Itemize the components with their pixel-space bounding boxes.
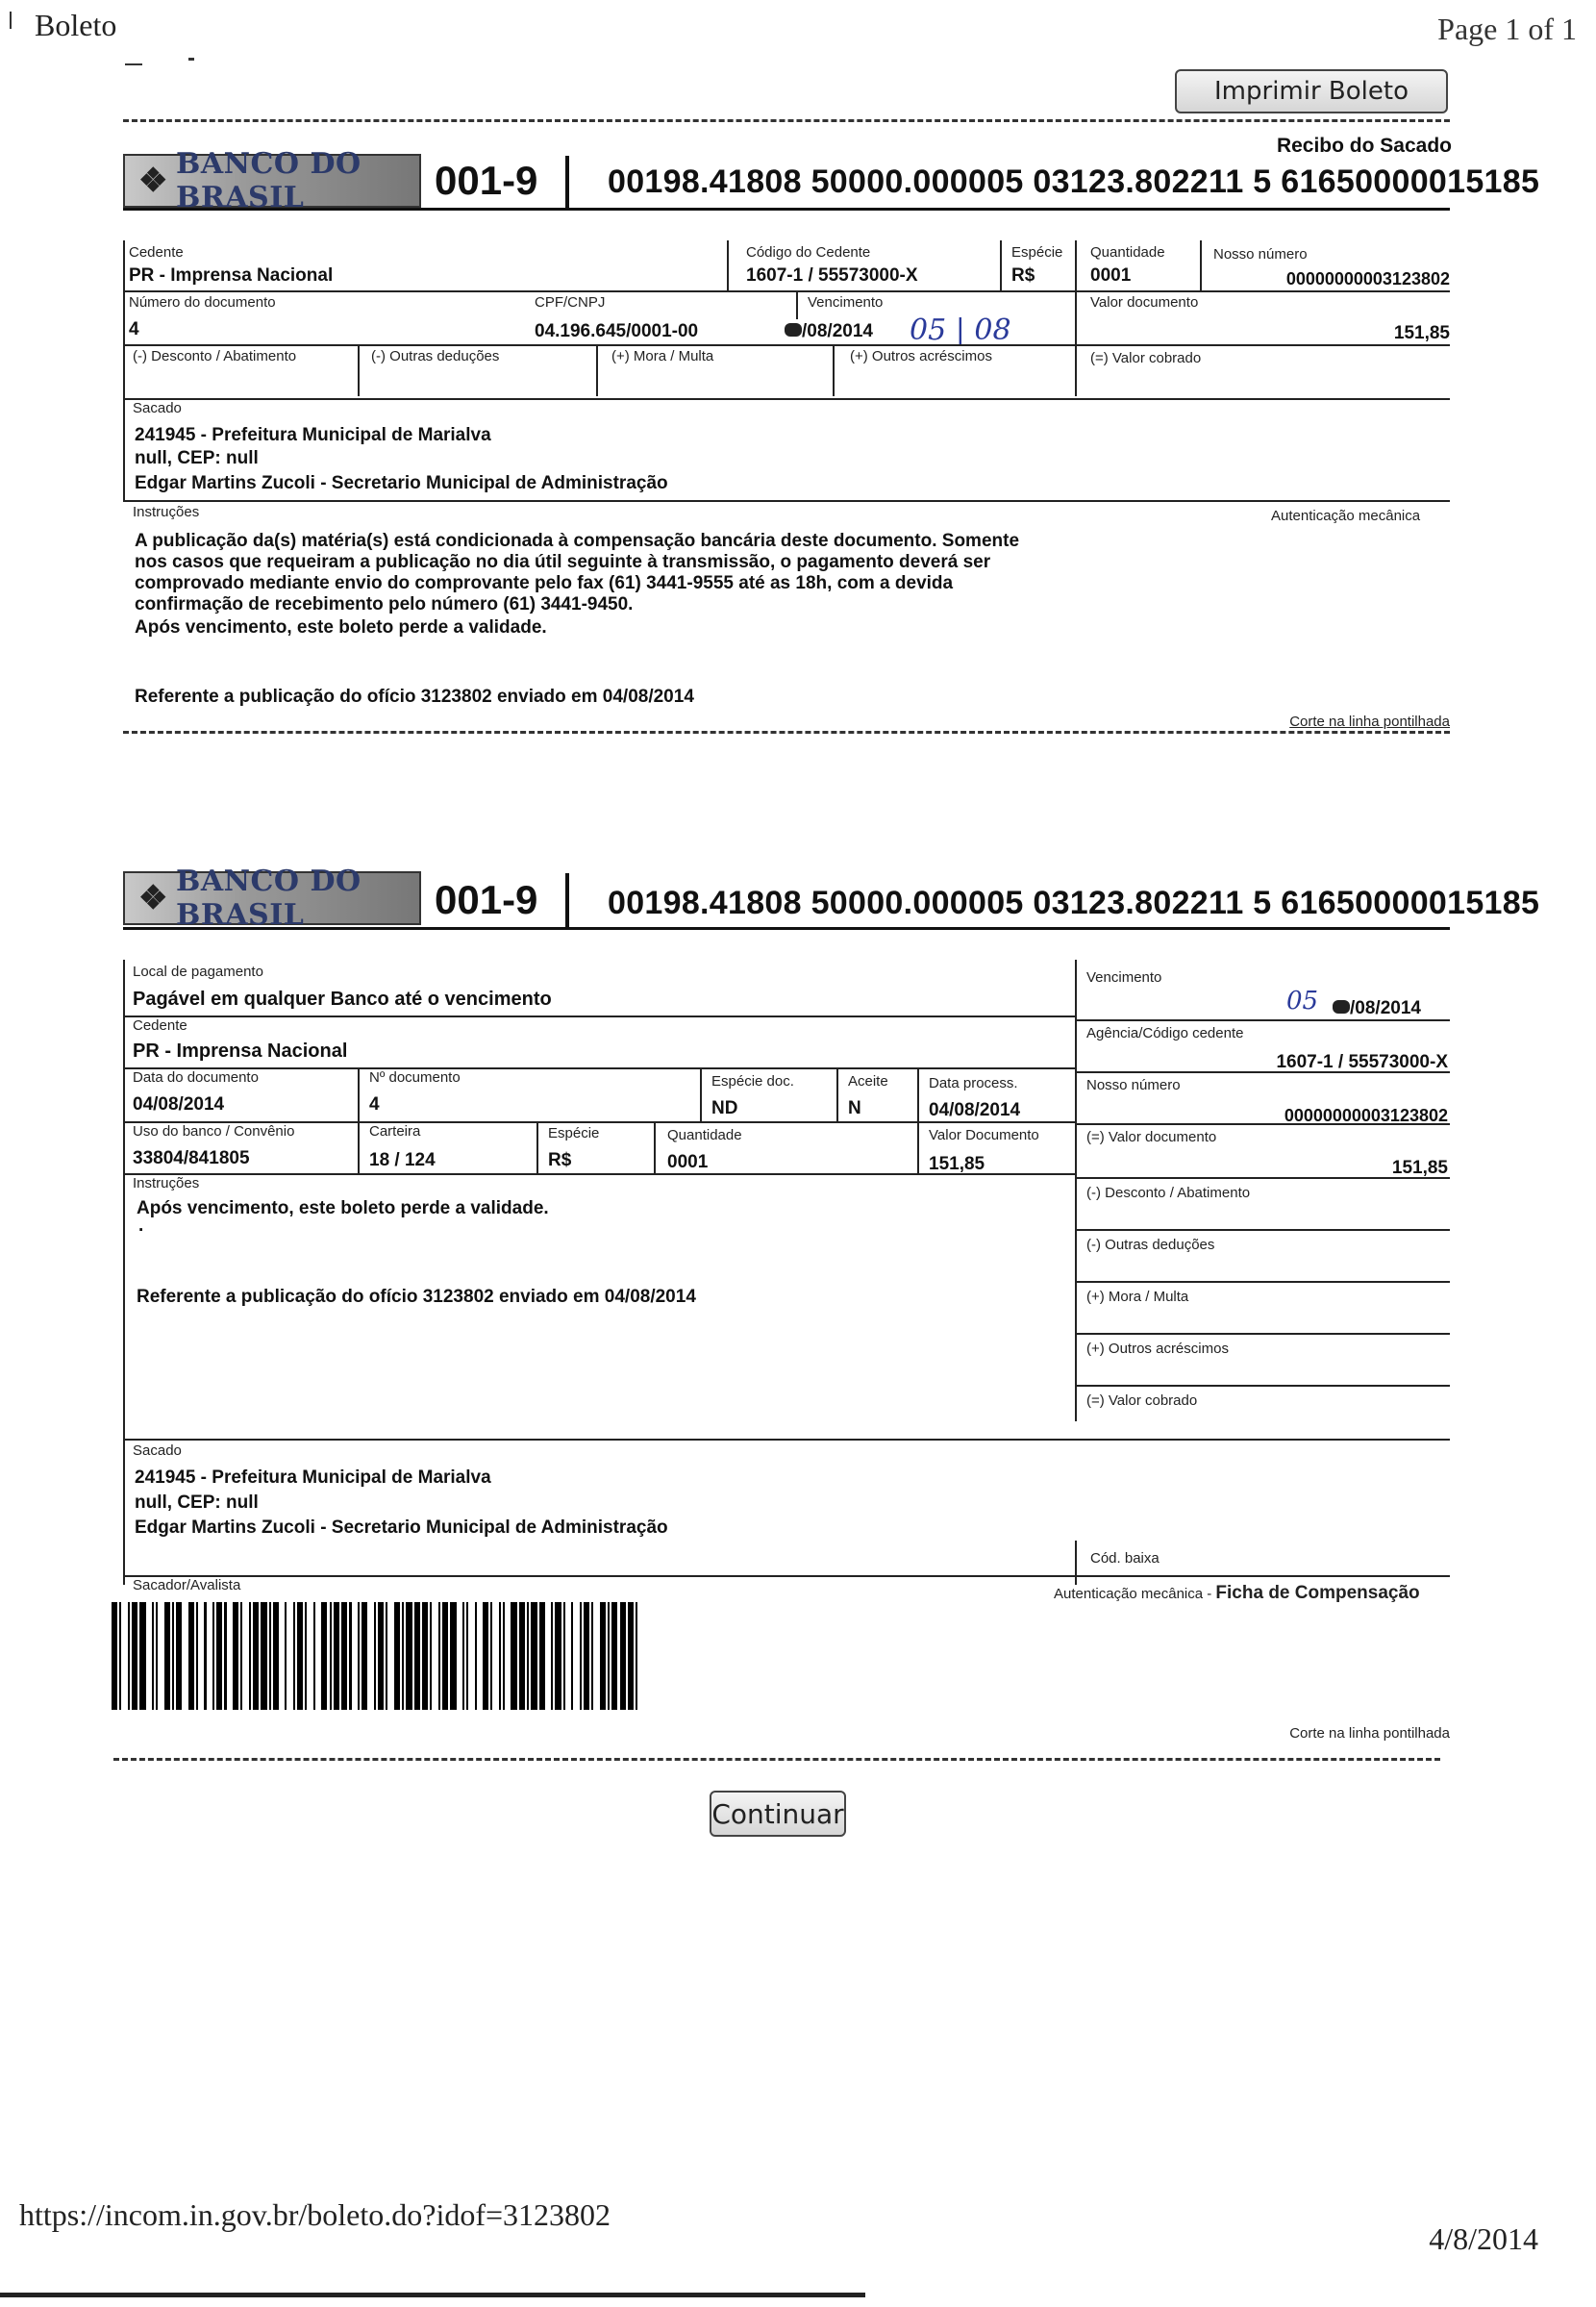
slip-right-column-border <box>1075 960 1077 1421</box>
autenticacao-slip-label <box>1054 1583 1420 1604</box>
grid-line <box>700 1067 702 1123</box>
outros-acrescimos-label: (+) Outros acréscimos <box>850 348 992 364</box>
digitable-line: 00198.41808 50000.000005 03123.802211 5 61650000015185 <box>608 163 1540 200</box>
uso-banco-label: Uso do banco / Convênio <box>133 1123 295 1140</box>
continue-button[interactable]: Continuar <box>710 1791 846 1837</box>
slip-row-line <box>1075 1019 1450 1021</box>
sacado-label: Sacado <box>133 400 182 416</box>
quantidade-label: Quantidade <box>1090 244 1165 261</box>
especie-doc-value: ND <box>711 1098 738 1118</box>
mora-label: (+) Mora / Multa <box>611 348 714 364</box>
slip-row-line <box>1075 1333 1450 1335</box>
sacado-slip-label: Sacado <box>133 1442 182 1459</box>
print-boleto-button[interactable]: Imprimir Boleto <box>1175 69 1448 113</box>
numero-documento-label: Número do documento <box>129 294 276 311</box>
receipt-title: Recibo do Sacado <box>1276 135 1452 157</box>
barcode-bar <box>637 1602 643 1710</box>
autenticacao-slip-text: Autenticação mecânica - <box>1054 1586 1216 1602</box>
instrucoes-line-1: A publicação da(s) matéria(s) está condicionada à compensação bancária deste documento. Somente <box>135 531 1020 551</box>
receipt-header-rule <box>123 208 1450 211</box>
ficha-compensacao-text: Ficha de Compensação <box>1215 1583 1420 1603</box>
bank-code: 001-9 <box>435 158 538 203</box>
instrucoes-line-2: nos casos que requeiram a publicação no dia útil seguinte à transmissão, o pagamento deverá ser <box>135 552 991 572</box>
instrucoes-label: Instruções <box>133 504 200 520</box>
corte-label: Corte na linha pontilhada <box>1285 714 1450 730</box>
numero-documento-value: 4 <box>129 319 139 339</box>
data-documento-value: 04/08/2014 <box>133 1094 225 1115</box>
barcode <box>112 1602 921 1710</box>
grid-line <box>796 290 798 319</box>
carteira-value: 18 / 124 <box>369 1150 436 1170</box>
grid-row-line <box>123 500 1450 502</box>
grid-line <box>1075 344 1077 396</box>
codigo-cedente-value: 1607-1 / 55573000-X <box>746 265 918 286</box>
aceite-label: Aceite <box>848 1073 888 1090</box>
grid-line <box>727 240 729 290</box>
sacado-slip-line-2: null, CEP: null <box>135 1492 259 1513</box>
page-indicator: Page 1 of 1 <box>1437 12 1577 46</box>
footer-url[interactable]: https://incom.in.gov.br/boleto.do?idof=3123802 <box>19 2197 611 2232</box>
bank-logo <box>123 147 421 214</box>
nosso-numero-slip-value: 00000000003123802 <box>1284 1106 1448 1125</box>
especie-label: Espécie <box>1011 244 1063 261</box>
page-title: Boleto <box>35 8 117 42</box>
vencimento-label: Vencimento <box>808 294 884 311</box>
vencimento-slip-label: Vencimento <box>1086 969 1162 986</box>
valor-documento-value: 151,85 <box>1393 323 1450 343</box>
instrucoes-line-3: comprovado mediante envio do comprovante pelo fax (61) 3441-9555 até as 18h, com a devida <box>135 573 954 593</box>
nosso-numero-value: 00000000003123802 <box>1285 269 1450 288</box>
grid-row-line <box>123 344 1450 346</box>
quantidade-slip-value: 0001 <box>667 1152 709 1172</box>
cedente-label: Cedente <box>129 244 184 261</box>
grid-line <box>358 1067 360 1173</box>
grid-line <box>1075 240 1077 348</box>
valor-documento-mid-value: 151,85 <box>929 1154 985 1174</box>
outros-acrescimos-slip-label: (+) Outros acréscimos <box>1086 1341 1229 1357</box>
quantidade-value: 0001 <box>1090 265 1132 286</box>
grid-line <box>654 1121 656 1173</box>
nosso-numero-label: Nosso número <box>1213 246 1308 263</box>
scan-speck <box>188 58 194 61</box>
local-pagamento-label: Local de pagamento <box>133 964 263 980</box>
outras-deducoes-label: (-) Outras deduções <box>371 348 500 364</box>
mora-slip-label: (+) Mora / Multa <box>1086 1289 1189 1305</box>
digitable-line-slip: 00198.41808 50000.000005 03123.802211 5 61650000015185 <box>608 885 1540 921</box>
valor-cobrado-slip-label: (=) Valor cobrado <box>1086 1392 1198 1409</box>
data-process-label: Data process. <box>929 1075 1018 1091</box>
instrucao-slip-value: Após vencimento, este boleto perde a validade. <box>137 1198 549 1218</box>
desconto-label: (-) Desconto / Abatimento <box>133 348 297 364</box>
receipt-cut-line <box>123 731 1450 734</box>
grid-line <box>833 344 835 396</box>
grid-line <box>358 344 360 396</box>
especie-slip-label: Espécie <box>548 1125 600 1141</box>
valor-documento-slip-value: 151,85 <box>1391 1158 1448 1178</box>
slip-row-line <box>123 1575 1450 1577</box>
grid-row-line <box>123 398 1450 400</box>
cod-baixa-divider <box>1075 1541 1077 1585</box>
sacado-line-3: Edgar Martins Zucoli - Secretario Municipal de Administração <box>135 473 668 493</box>
banco-do-brasil-logo-icon: ❖ <box>138 162 168 200</box>
footer-date: 4/8/2014 <box>1429 2221 1538 2256</box>
sacado-line-2: null, CEP: null <box>135 448 259 468</box>
valor-documento-slip-label: (=) Valor documento <box>1086 1129 1217 1145</box>
instrucoes-line-5: Após vencimento, este boleto perde a validade. <box>135 617 547 638</box>
grid-line <box>917 1067 919 1173</box>
bank-name: BANCO DO BRASIL <box>175 147 362 214</box>
grid-line <box>536 1121 538 1173</box>
grid-line <box>836 1067 838 1123</box>
instrucao-bullet: . <box>138 1216 144 1236</box>
valor-documento-label: Valor documento <box>1090 294 1199 311</box>
instrucoes-line-4: confirmação de recebimento pelo número (61) 3441-9450. <box>135 594 634 614</box>
valor-documento-mid-label: Valor Documento <box>929 1127 1039 1143</box>
slip-left-border <box>123 960 125 1585</box>
cod-baixa-label: Cód. baixa <box>1090 1550 1160 1567</box>
vencimento-slip-redaction <box>1333 1000 1350 1014</box>
local-pagamento-value: Pagável em qualquer Banco até o vencimento <box>133 989 552 1010</box>
slip-row-line <box>123 1439 1450 1441</box>
valor-cobrado-label: (=) Valor cobrado <box>1090 350 1202 366</box>
especie-slip-value: R$ <box>548 1150 572 1170</box>
slip-row-line <box>123 1173 1077 1175</box>
especie-doc-label: Espécie doc. <box>711 1073 794 1090</box>
bank-logo-slip <box>123 865 421 932</box>
scan-speck <box>10 12 12 29</box>
vencimento-slip-handwritten: 05 <box>1286 987 1319 1016</box>
instrucoes-slip-label: Instruções <box>133 1175 200 1191</box>
slip-row-line <box>1075 1123 1450 1125</box>
data-documento-label: Data do documento <box>133 1069 259 1086</box>
grid-line <box>1000 240 1002 290</box>
grid-row-line <box>123 290 1450 292</box>
codigo-cedente-label: Código do Cedente <box>746 244 871 261</box>
autenticacao-label: Autenticação mecânica <box>1271 508 1421 524</box>
vencimento-value: /08/2014 <box>802 321 873 341</box>
banco-do-brasil-logo-icon: ❖ <box>138 879 168 917</box>
no-documento-value: 4 <box>369 1094 380 1115</box>
cpf-cnpj-value: 04.196.645/0001-00 <box>535 321 699 341</box>
uso-banco-value: 33804/841805 <box>133 1148 250 1168</box>
slip-row-line <box>1075 1071 1450 1073</box>
bank-code-divider <box>565 156 569 210</box>
quantidade-slip-label: Quantidade <box>667 1127 742 1143</box>
sacado-line-1: 241945 - Prefeitura Municipal de Marialva <box>135 425 491 445</box>
slip-row-line <box>1075 1177 1450 1179</box>
nosso-numero-slip-label: Nosso número <box>1086 1077 1181 1093</box>
outras-deducoes-slip-label: (-) Outras deduções <box>1086 1237 1215 1253</box>
cedente-slip-value: PR - Imprensa Nacional <box>133 1041 348 1062</box>
scan-speck <box>125 63 142 65</box>
data-process-value: 04/08/2014 <box>929 1100 1021 1120</box>
bank-name-slip: BANCO DO BRASIL <box>175 865 362 932</box>
agencia-label: Agência/Código cedente <box>1086 1025 1244 1041</box>
slip-cut-line <box>113 1758 1440 1761</box>
sacado-slip-line-3: Edgar Martins Zucoli - Secretario Municipal de Administração <box>135 1517 668 1538</box>
slip-header-rule <box>123 927 1450 930</box>
grid-line <box>596 344 598 396</box>
top-cut-line <box>123 119 1450 122</box>
sacador-label: Sacador/Avalista <box>133 1577 241 1593</box>
referente-slip-text: Referente a publicação do ofício 3123802 enviado em 04/08/2014 <box>137 1287 696 1307</box>
slip-row-line <box>1075 1281 1450 1283</box>
aceite-value: N <box>848 1098 861 1118</box>
carteira-label: Carteira <box>369 1123 421 1140</box>
especie-value: R$ <box>1011 265 1035 286</box>
desconto-slip-label: (-) Desconto / Abatimento <box>1086 1185 1251 1201</box>
cedente-value: PR - Imprensa Nacional <box>129 265 334 286</box>
vencimento-handwritten: 05 | 08 <box>910 313 1011 347</box>
sacado-slip-line-1: 241945 - Prefeitura Municipal de Marialva <box>135 1467 491 1488</box>
vencimento-slip-value: /08/2014 <box>1350 998 1421 1018</box>
slip-row-line <box>1075 1385 1450 1387</box>
grid-line <box>1200 240 1202 290</box>
slip-row-line <box>123 1016 1077 1017</box>
referente-text: Referente a publicação do ofício 3123802 enviado em 04/08/2014 <box>135 687 694 707</box>
bank-code-divider-slip <box>565 873 569 927</box>
bank-code-slip: 001-9 <box>435 877 538 922</box>
corte-slip-label: Corte na linha pontilhada <box>1289 1725 1450 1742</box>
agencia-value: 1607-1 / 55573000-X <box>1276 1052 1448 1072</box>
cedente-slip-label: Cedente <box>133 1017 187 1034</box>
slip-row-line <box>1075 1229 1450 1231</box>
cpf-cnpj-label: CPF/CNPJ <box>535 294 606 311</box>
grid-left-border <box>123 240 125 500</box>
slip-row-line <box>123 1067 1077 1069</box>
bottom-scan-edge <box>0 2293 865 2297</box>
vencimento-redaction <box>785 323 802 337</box>
no-documento-label: Nº documento <box>369 1069 461 1086</box>
